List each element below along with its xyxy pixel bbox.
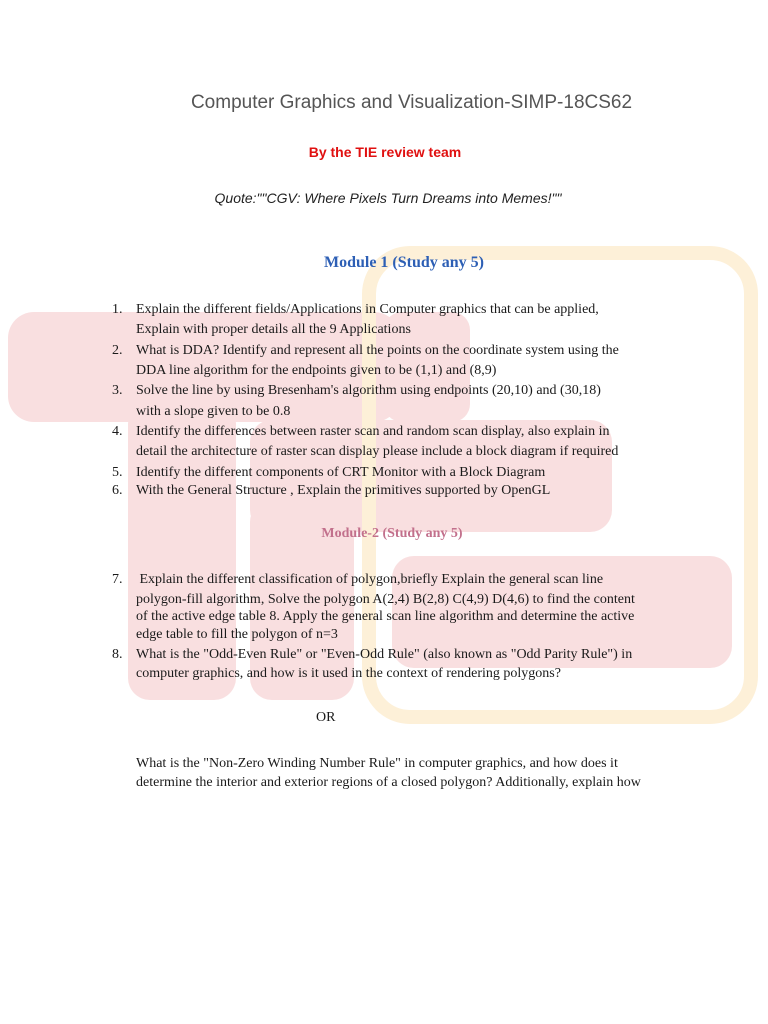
- question-number: 5.: [112, 465, 123, 480]
- question-number: 1.: [112, 302, 123, 317]
- question-line: computer graphics, and how is it used in the context of rendering polygons?: [136, 666, 561, 681]
- question-number: 4.: [112, 424, 123, 439]
- question-number: 6.: [112, 483, 123, 498]
- question-line: Solve the line by using Bresenham's algorithm using endpoints (20,10) and (30,18): [136, 383, 601, 398]
- module2-heading: Module-2 (Study any 5): [321, 526, 463, 541]
- question-number: 7.: [112, 572, 123, 587]
- question-line: of the active edge table 8. Apply the general scan line algorithm and determine the active: [136, 609, 635, 624]
- question-number: 3.: [112, 383, 123, 398]
- byline: By the TIE review team: [308, 144, 462, 160]
- question-line: Identify the different components of CRT Monitor with a Block Diagram: [136, 465, 546, 480]
- question-line: Explain the different classification of polygon,briefly Explain the general scan line: [136, 572, 604, 587]
- question-line: Identify the differences between raster scan and random scan display, also explain in: [136, 424, 610, 439]
- quote: Quote:""CGV: Where Pixels Turn Dreams into Memes!"": [214, 190, 562, 206]
- question-line: Explain the different fields/Applications in Computer graphics that can be applied,: [136, 302, 599, 317]
- question-line: DDA line algorithm for the endpoints given to be (1,1) and (8,9): [136, 363, 497, 378]
- question-line: With the General Structure , Explain the primitives supported by OpenGL: [136, 483, 551, 498]
- question-line: polygon-fill algorithm, Solve the polygon A(2,4) B(2,8) C(4,9) D(4,6) to find the content: [136, 592, 635, 607]
- or-separator: OR: [316, 710, 336, 725]
- question-line: edge table to fill the polygon of n=3: [136, 627, 338, 642]
- page-title: Computer Graphics and Visualization-SIMP-18CS62: [190, 92, 633, 113]
- question-number: 8.: [112, 647, 123, 662]
- question-line: with a slope given to be 0.8: [136, 404, 291, 419]
- module1-heading: Module 1 (Study any 5): [323, 254, 485, 271]
- question-line: determine the interior and exterior regions of a closed polygon? Additionally, explain how: [136, 775, 641, 790]
- question-line: Explain with proper details all the 9 Applications: [136, 322, 411, 337]
- question-line: What is the "Odd-Even Rule" or "Even-Odd Rule" (also known as "Odd Parity Rule") in: [136, 647, 633, 662]
- question-line: What is DDA? Identify and represent all the points on the coordinate system using the: [136, 343, 619, 358]
- question-number: 2.: [112, 343, 123, 358]
- question-line: detail the architecture of raster scan display please include a block diagram if required: [136, 444, 619, 459]
- question-line: What is the "Non-Zero Winding Number Rule" in computer graphics, and how does it: [136, 756, 618, 771]
